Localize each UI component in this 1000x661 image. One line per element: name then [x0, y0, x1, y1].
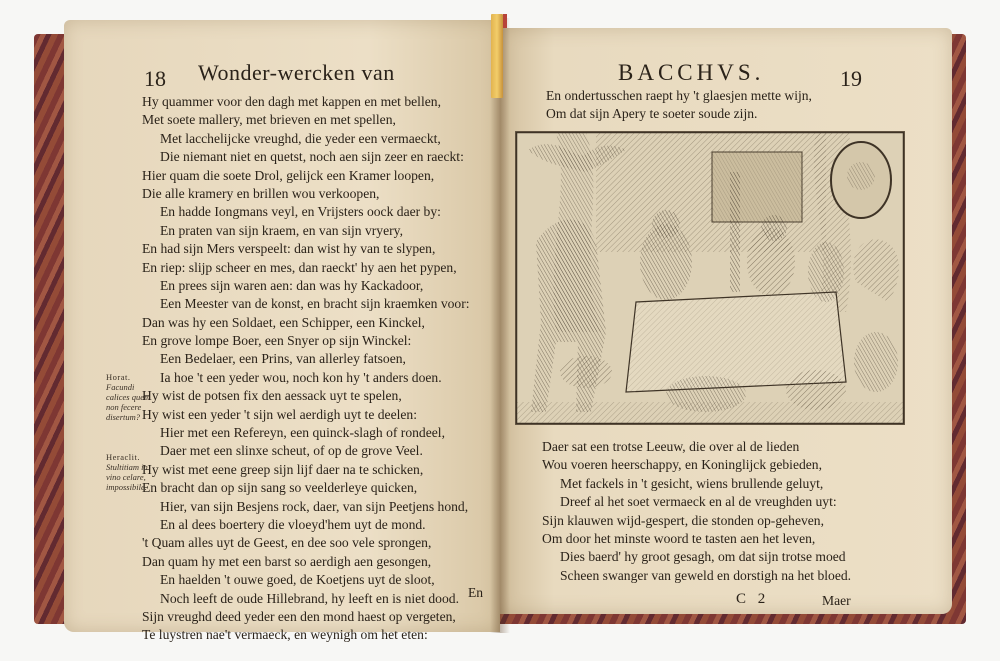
- verse-line: Dies baerd' hy groot gesagh, om dat sijn trotse moed: [560, 549, 846, 565]
- margin-note-horat: [106, 372, 158, 422]
- margin-note-text: Facundi calices quem non fecere disertum?: [106, 382, 151, 422]
- left-running-head: Wonder-wercken van: [198, 60, 395, 85]
- verse-line: En ondertusschen raept hy 't glaesjen mette wijn,: [546, 88, 812, 103]
- signature-mark: C 2: [736, 591, 770, 607]
- engraving-illustration: [515, 131, 905, 425]
- verse-line: Daer sat een trotse Leeuw, die over al de lieden: [542, 439, 800, 454]
- verse-line: Dreef al het soet vermaeck en al de vreughden uyt:: [560, 494, 837, 510]
- verse-line: En prees sijn waren aen: dan was hy Kackadoor,: [160, 277, 424, 293]
- verse-line: En grove lompe Boer, een Snyer op sijn Winckel:: [142, 333, 412, 349]
- margin-note-head: Horat.: [106, 372, 131, 382]
- verse-line: Daer met een slinxe scheut, of op de grove Veel.: [160, 443, 423, 459]
- verse-line: Hy wist een yeder 't sijn wel aerdigh uyt te deelen:: [142, 406, 417, 422]
- verse-line: Hier met een Refereyn, een quinck-slagh of rondeel,: [160, 425, 445, 441]
- verse-line: Die niemant niet en quetst, noch aen sijn zeer en raeckt:: [160, 149, 464, 165]
- verse-line: Ia hoe 't een yeder wou, noch kon hy 't anders doen.: [160, 369, 442, 385]
- book-gutter: [490, 18, 510, 633]
- verse-line: En bracht dan op sijn sang so veelderleye quicken,: [142, 480, 418, 496]
- verse-line: Te luystren nae't vermaeck, en weynigh om het eten:: [142, 627, 428, 643]
- verse-line: Met fackels in 't gesicht, wiens brullende geluyt,: [560, 475, 824, 491]
- verse-line: En haelden 't ouwe goed, de Koetjens uyt de sloot,: [160, 572, 435, 588]
- verse-line: Hier, van sijn Besjens rock, daer, van sijn Peetjens hond,: [160, 498, 469, 514]
- verse-line: Noch leeft de oude Hillebrand, hy leeft en is niet dood.: [160, 590, 459, 606]
- margin-note-heraclit: [106, 452, 158, 492]
- left-verse-block: [142, 93, 470, 645]
- verse-line: Om door het minste woord te tasten aen het leven,: [542, 530, 816, 546]
- verse-line: En riep: slijp scheer en mes, dan raeckt' hy aen het pypen,: [142, 259, 457, 275]
- verse-line: Dan was hy een Soldaet, een Schipper, een Kinckel,: [142, 314, 425, 330]
- verse-line: Om dat sijn Apery te soeter soude zijn.: [546, 106, 758, 122]
- right-top-verse: [546, 87, 812, 124]
- verse-line: Hy wist met eene greep sijn lijf daer na te schicken,: [142, 461, 424, 477]
- bookmark-ribbon-red: [503, 14, 507, 28]
- verse-line: Hy wist de potsen fix den aessack uyt te spelen,: [142, 388, 402, 404]
- verse-line: En al dees boertery die vloeyd'hem uyt de mond.: [160, 516, 426, 532]
- margin-note-head: Heraclit.: [106, 452, 140, 462]
- right-bottom-verse: [542, 438, 851, 585]
- bookmark-ribbon: [491, 14, 503, 98]
- right-running-head: BACCHVS.: [618, 60, 765, 85]
- verse-line: Met lacchelijcke vreughd, die yeder een vermaeckt,: [160, 130, 441, 146]
- verse-line: Sijn klauwen wijd-gespert, die stonden op-geheven,: [542, 512, 825, 528]
- verse-line: 't Quam alles uyt de Geest, en dee soo vele sprongen,: [142, 535, 432, 551]
- engraving-picture: [516, 132, 904, 424]
- verse-line: En had sijn Mers verspeelt: dan wist hy van te slypen,: [142, 241, 436, 257]
- left-page-number: 18: [144, 66, 166, 91]
- left-page: [64, 20, 500, 643]
- verse-line: Met soete mallery, met brieven en met spellen,: [142, 112, 396, 128]
- verse-line: Een Bedelaer, een Prins, van allerley fatsoen,: [160, 351, 406, 367]
- margin-note-text: Stultitiam in vino celare, impossibile.: [106, 462, 148, 492]
- verse-line: Die alle kramery en brillen wou verkoopen,: [142, 185, 380, 201]
- right-page-number: 19: [840, 66, 862, 91]
- verse-line: Scheen swanger van geweld en dorstigh na het bloed.: [560, 567, 852, 583]
- right-catchword: Maer: [822, 593, 851, 608]
- left-catchword: En: [468, 585, 484, 600]
- verse-line: En praten van sijn kraem, en van sijn vryery,: [160, 222, 403, 238]
- verse-line: Hier quam die soete Drol, gelijck een Kramer loopen,: [142, 167, 435, 183]
- verse-line: En hadde Iongmans veyl, en Vrijsters oock daer by:: [160, 204, 441, 220]
- verse-line: Dan quam hy met een barst so aerdigh aen gesongen,: [142, 553, 432, 569]
- verse-line: Sijn vreughd deed yeder een den mond haest op vergeten,: [142, 608, 456, 624]
- verse-line: Wou voeren heerschappy, en Koninglijck gebieden,: [542, 457, 822, 473]
- verse-line: Een Meester van de konst, en bracht sijn kraemken voor:: [160, 296, 470, 312]
- verse-line: Hy quammer voor den dagh met kappen en met bellen,: [142, 94, 441, 109]
